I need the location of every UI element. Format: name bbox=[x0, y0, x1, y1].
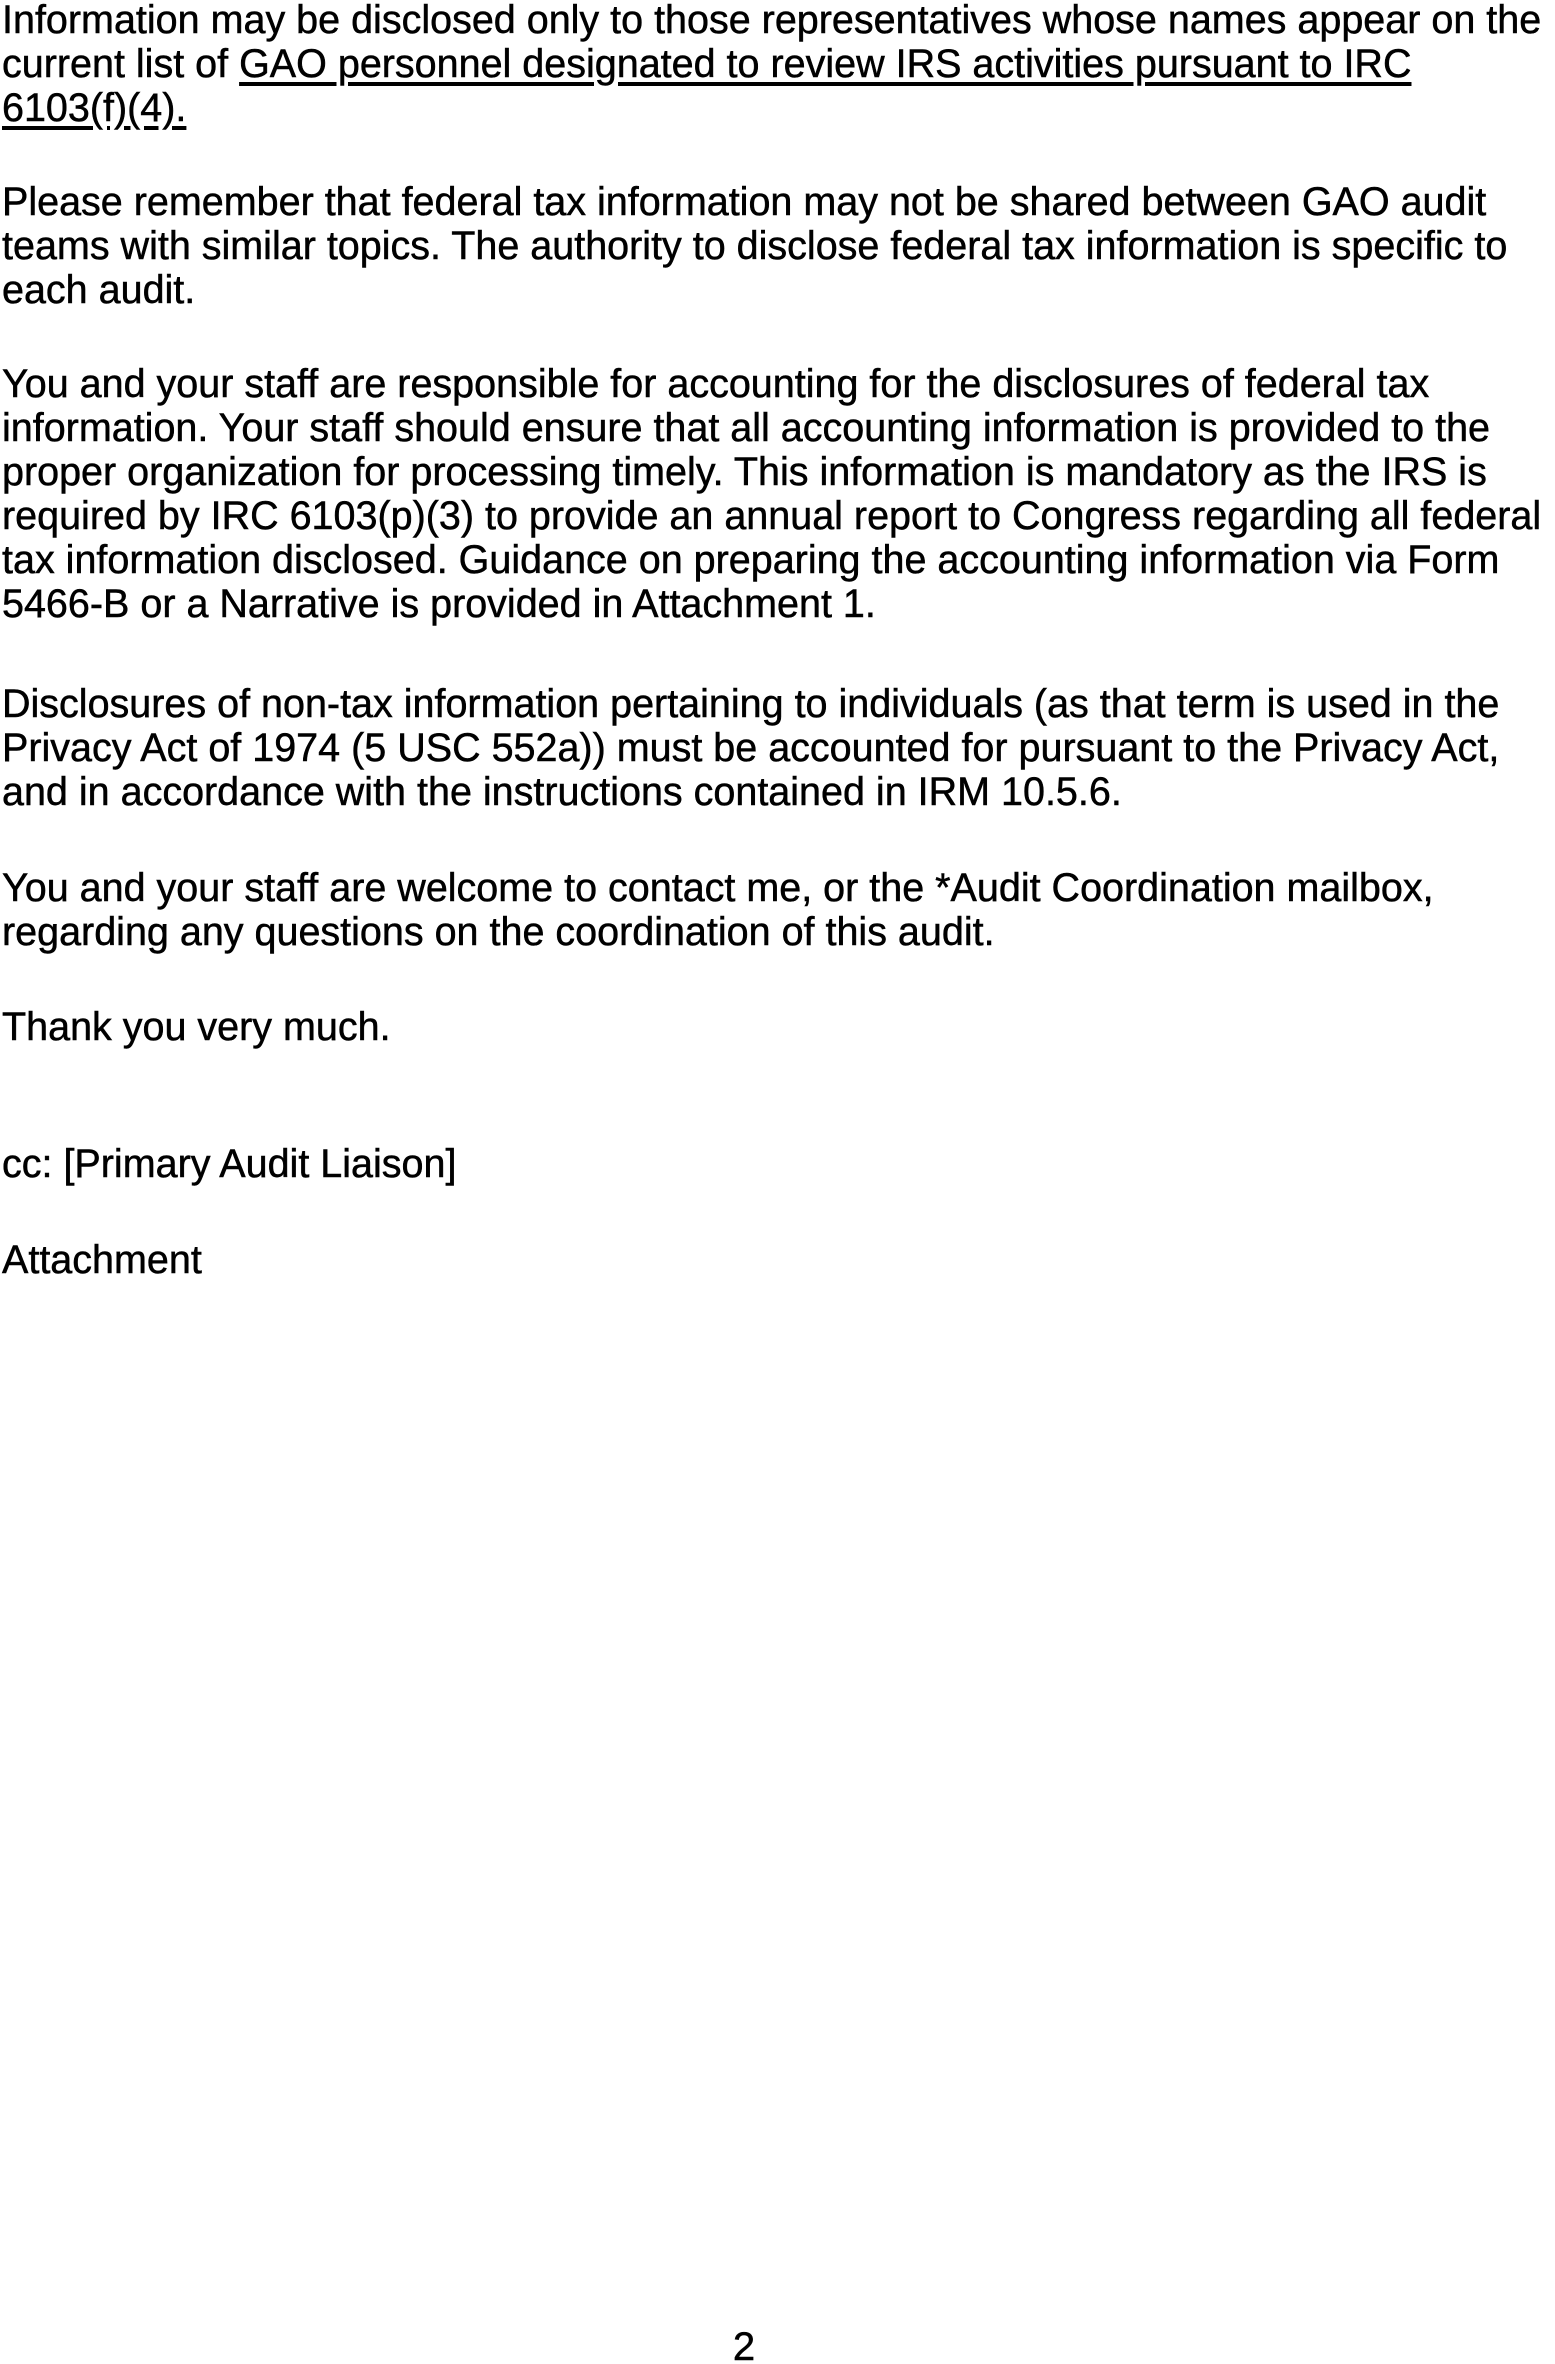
text-line: Please remember that federal tax information may not be shared between GAO audit bbox=[2, 180, 1487, 224]
text-line bbox=[2, 86, 1555, 130]
text-line: required by IRC 6103(p)(3) to provide an annual report to Congress regarding all federal bbox=[2, 494, 1542, 538]
text-line: Thank you very much. bbox=[2, 1005, 391, 1049]
attachment-note bbox=[2, 1238, 1555, 1282]
paragraph-contact bbox=[2, 866, 1555, 954]
text-line: cc: [Primary Audit Liaison] bbox=[2, 1142, 457, 1186]
paragraph-disclosure bbox=[2, 0, 1555, 130]
text-line bbox=[2, 42, 1555, 86]
text-line: information. Your staff should ensure that all accounting information is provided to the bbox=[2, 406, 1491, 450]
text-segment: current list of bbox=[2, 42, 240, 86]
text-line: You and your staff are responsible for accounting for the disclosures of federal tax bbox=[2, 362, 1430, 406]
text-line: 5466-B or a Narrative is provided in Attachment 1. bbox=[2, 582, 876, 626]
text-line: You and your staff are welcome to contact me, or the *Audit Coordination mailbox, bbox=[2, 866, 1434, 910]
text-line: Privacy Act of 1974 (5 USC 552a)) must be accounted for pursuant to the Privacy Act, bbox=[2, 726, 1500, 770]
closing-line bbox=[2, 1005, 1555, 1049]
text-line: tax information disclosed. Guidance on preparing the accounting information via Form bbox=[2, 538, 1500, 582]
text-line: teams with similar topics. The authority to disclose federal tax information is specific to bbox=[2, 224, 1508, 268]
paragraph-privacy-act bbox=[2, 682, 1555, 814]
paragraph-sharing bbox=[2, 180, 1555, 312]
paragraph-accounting bbox=[2, 362, 1555, 626]
cc-line bbox=[2, 1142, 1555, 1186]
link-gao-personnel-list-continued[interactable]: 6103(f)(4). bbox=[2, 86, 187, 130]
text-line: proper organization for processing timely. This information is mandatory as the IRS is bbox=[2, 450, 1487, 494]
text-line: Attachment bbox=[2, 1238, 202, 1282]
text-line: Information may be disclosed only to those representatives whose names appear on the bbox=[2, 0, 1542, 42]
text-line: Disclosures of non-tax information pertaining to individuals (as that term is used in the bbox=[2, 682, 1500, 726]
text-line: regarding any questions on the coordination of this audit. bbox=[2, 910, 995, 954]
link-gao-personnel-list[interactable]: GAO personnel designated to review IRS activities pursuant to IRC bbox=[239, 42, 1412, 86]
text-line: each audit. bbox=[2, 268, 196, 312]
page-number: 2 bbox=[732, 2325, 756, 2364]
text-line: and in accordance with the instructions contained in IRM 10.5.6. bbox=[2, 770, 1122, 814]
